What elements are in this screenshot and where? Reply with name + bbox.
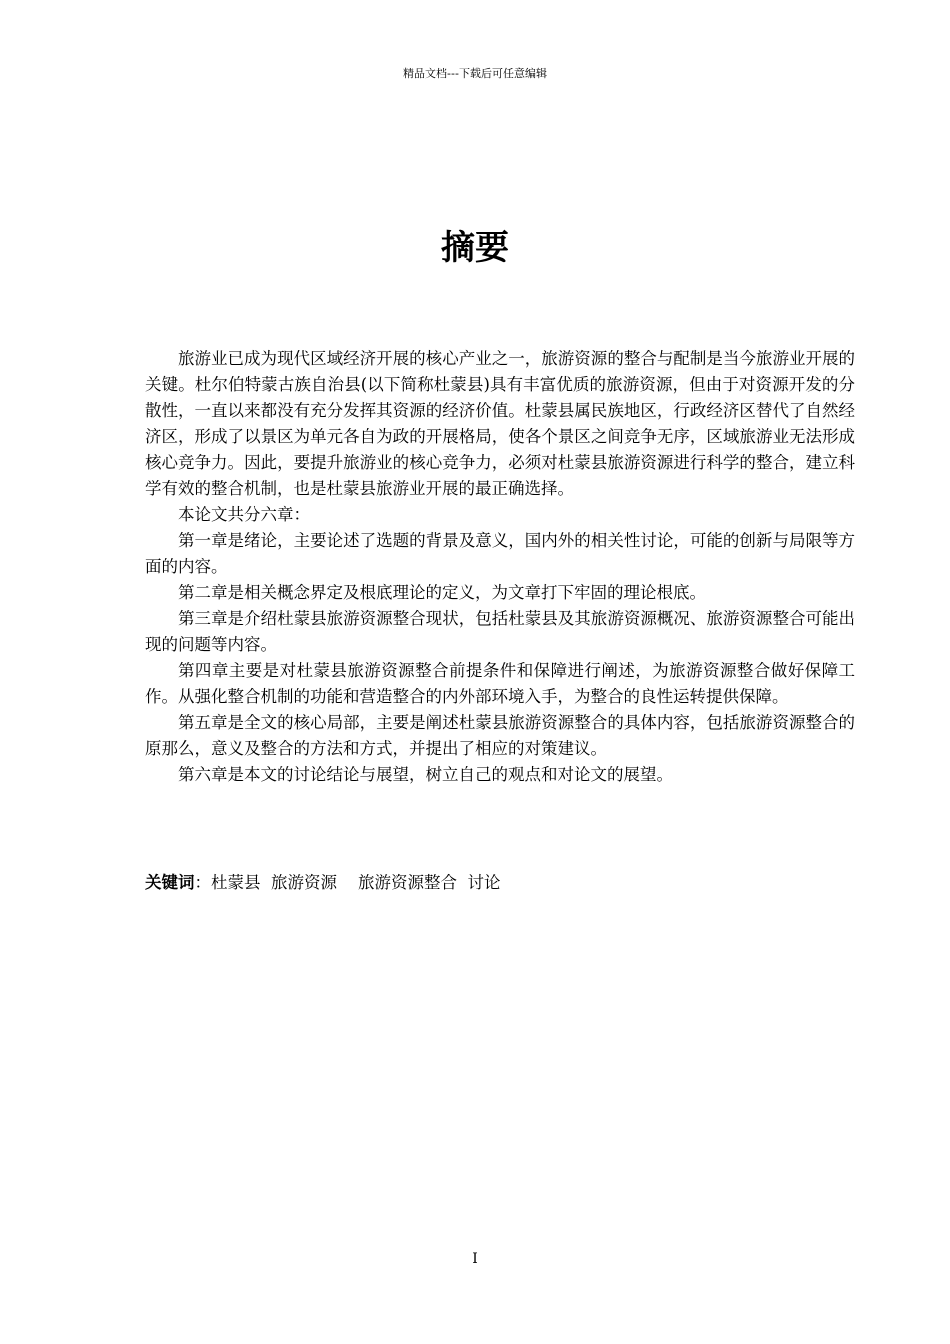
abstract-paragraph: 第三章是介绍杜蒙县旅游资源整合现状，包括杜蒙县及其旅游资源概况、旅游资源整合可能出现的问题等内容。 — [145, 609, 855, 654]
abstract-paragraph: 旅游业已成为现代区域经济开展的核心产业之一，旅游资源的整合与配制是当今旅游业开展的关键。杜尔伯特蒙古族自治县(以下简称杜蒙县)具有丰富优质的旅游资源，但由于对资源开发的分散性，一直以来都没有充分发挥其资源的经济价值。杜蒙县属民族地区，行政经济区替代了自然经济区，形成了以景区为单元各自为政的开展格局，使各个景区之间竞争无序，区域旅游业无法形成核心竞争力。因此，要提升旅游业的核心竞争力，必须对杜蒙县旅游资源进行科学的整合，建立科学有效的整合机制，也是杜蒙县旅游业开展的最正确选择。 — [145, 349, 855, 498]
abstract-paragraph: 第一章是绪论，主要论述了选题的背景及意义，国内外的相关性讨论，可能的创新与局限等方面的内容。 — [145, 531, 855, 576]
abstract-paragraph: 本论文共分六章： — [178, 505, 310, 524]
keywords-values: 杜蒙县 旅游资源 旅游资源整合 讨论 — [211, 873, 501, 892]
abstract-paragraph: 第六章是本文的讨论结论与展望，树立自己的观点和对论文的展望。 — [178, 765, 673, 784]
abstract-paragraph: 第二章是相关概念界定及根底理论的定义，为文章打下牢固的理论根底。 — [178, 583, 706, 602]
page-title: 摘要 — [441, 228, 509, 268]
page-number: I — [472, 1251, 478, 1267]
keywords-line — [145, 870, 855, 896]
abstract-paragraph: 第五章是全文的核心局部，主要是阐述杜蒙县旅游资源整合的具体内容，包括旅游资源整合的原那么，意义及整合的方法和方式，并提出了相应的对策建议。 — [145, 713, 855, 758]
keywords-label: 关键词 — [145, 873, 195, 892]
keywords-colon: ： — [194, 873, 211, 892]
abstract-body — [145, 346, 855, 788]
header-note: 精品文档---下载后可任意编辑 — [403, 67, 547, 80]
abstract-paragraph: 第四章主要是对杜蒙县旅游资源整合前提条件和保障进行阐述，为旅游资源整合做好保障工作。从强化整合机制的功能和营造整合的内外部环境入手，为整合的良性运转提供保障。 — [145, 661, 855, 706]
